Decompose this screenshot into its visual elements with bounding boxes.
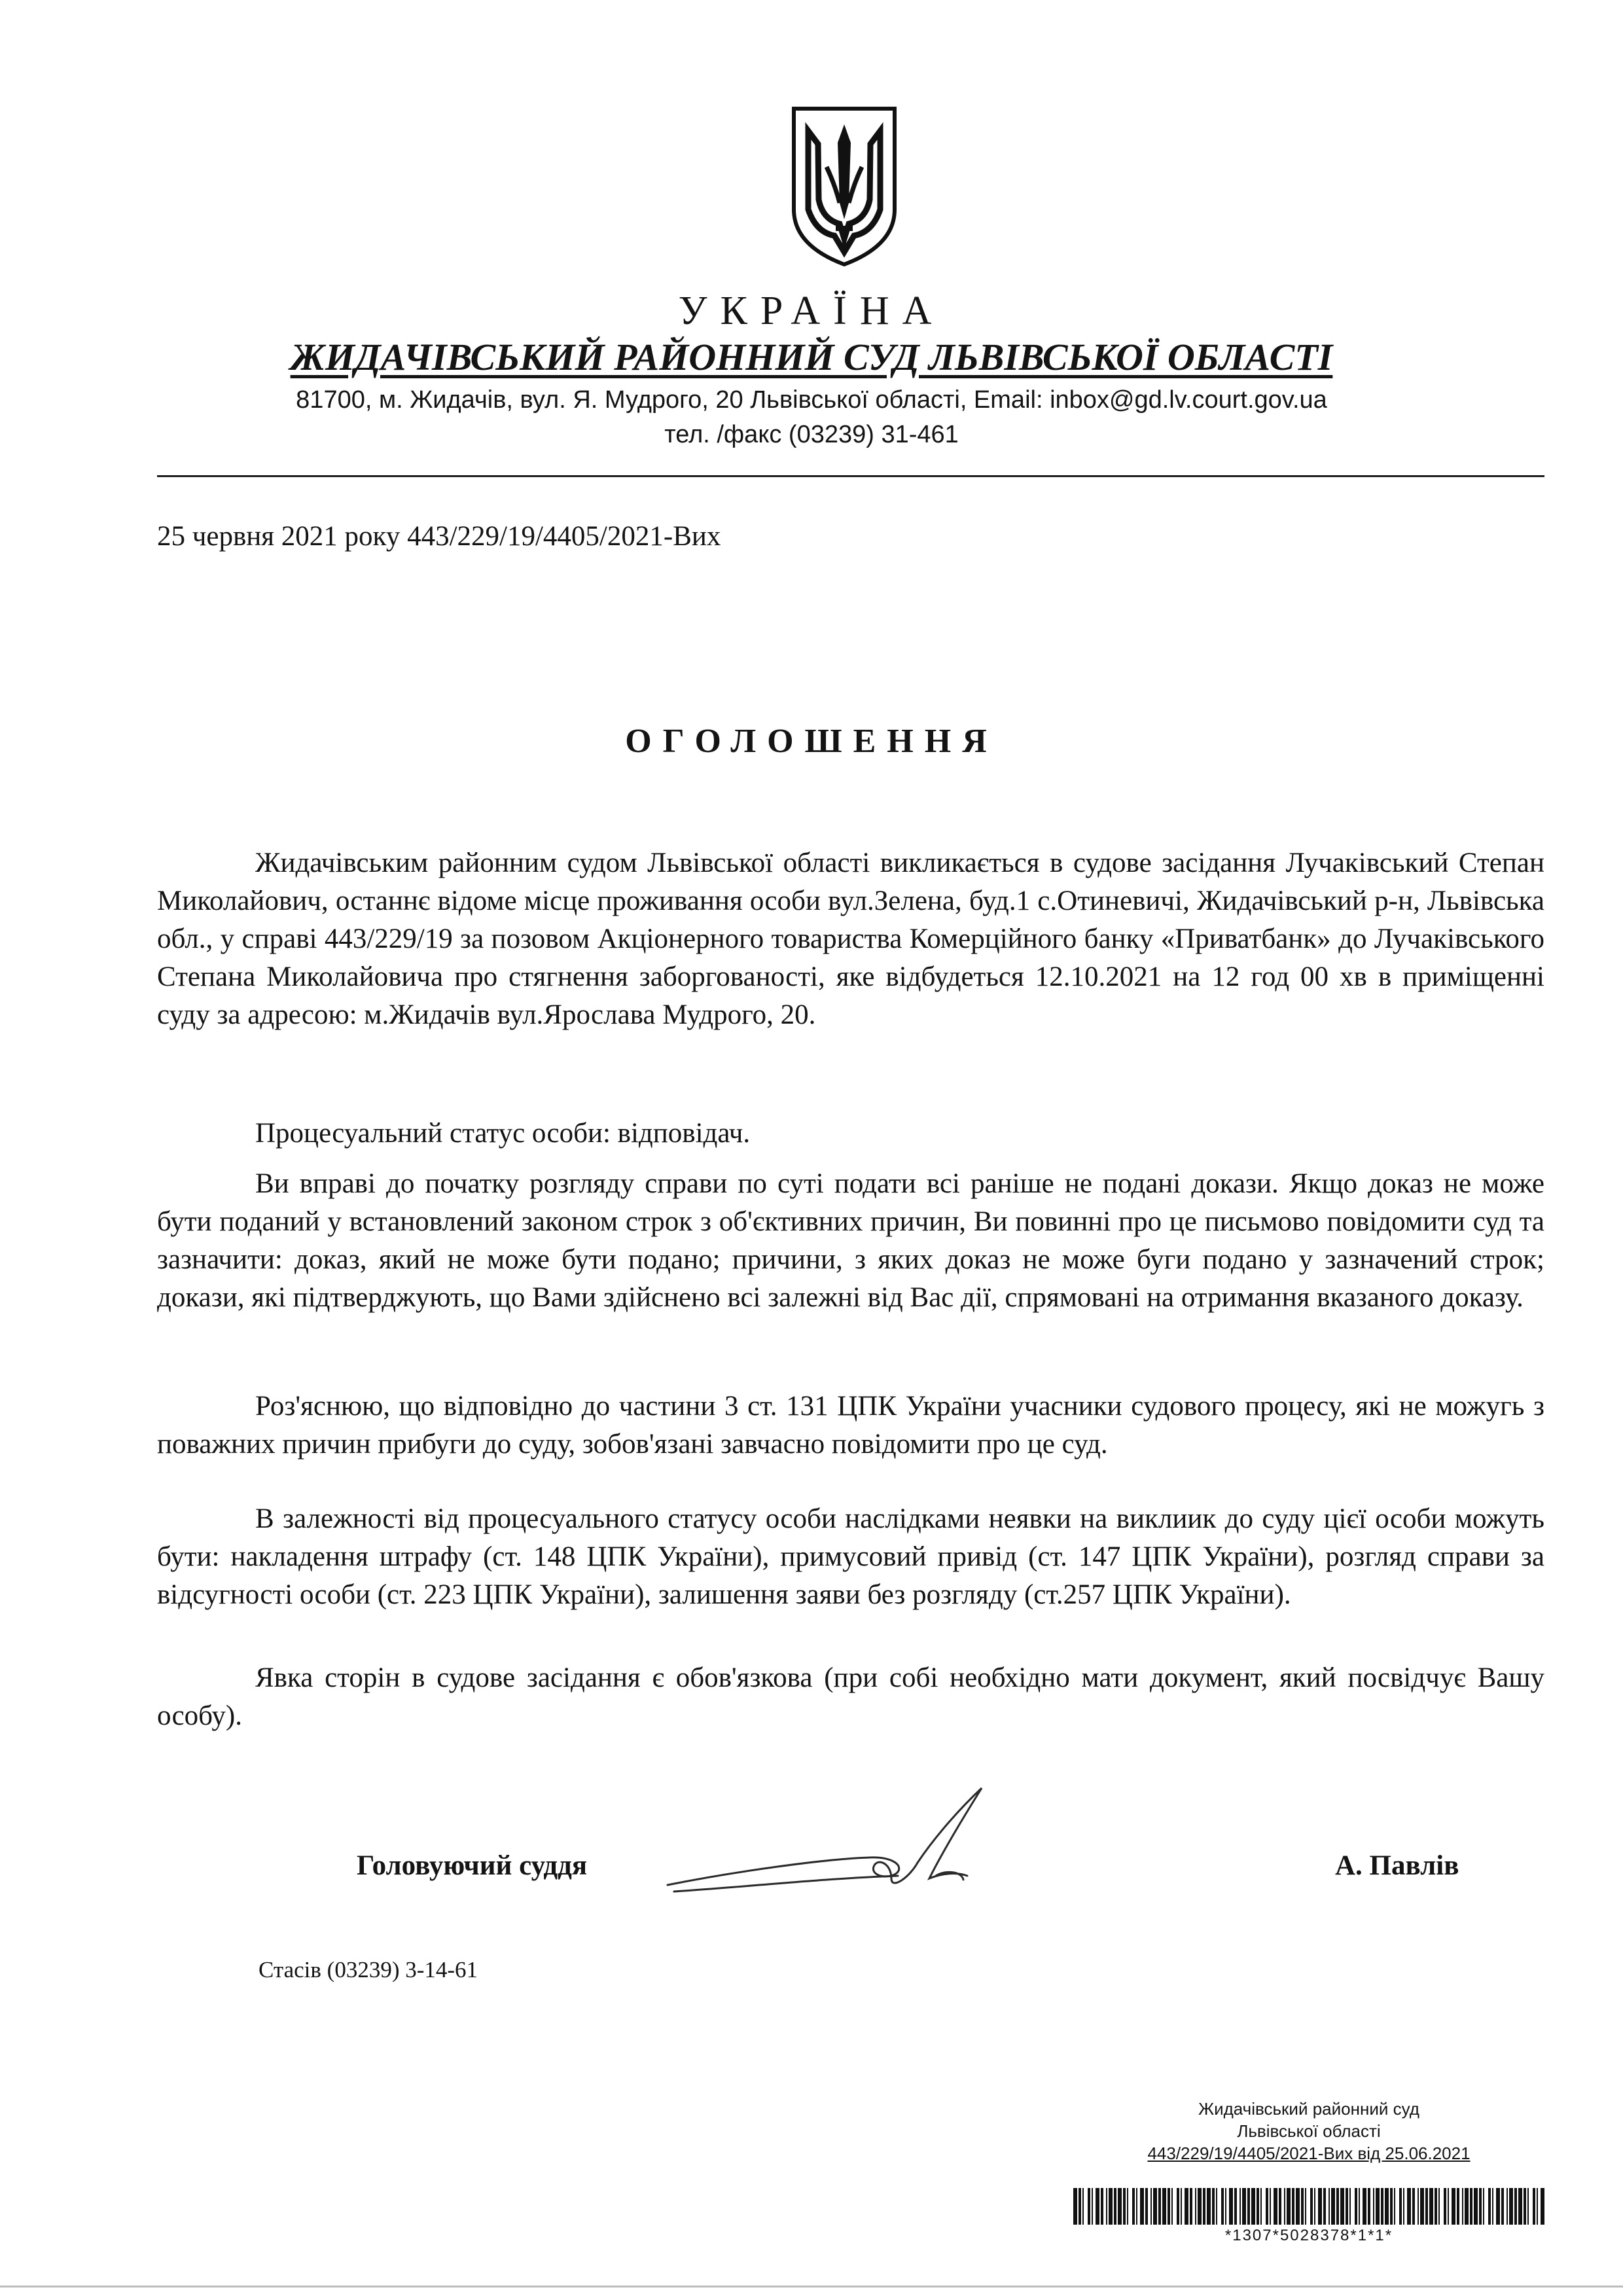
executor-contact: Стасів (03239) 3-14-61 xyxy=(259,1957,478,1982)
barcode-icon xyxy=(1073,2188,1544,2225)
barcode-number: *1307*5028378*1*1* xyxy=(1224,2227,1393,2244)
evidence-paragraph: Ви вправі до початку розгляду справи по суті подати всі раніше не подані докази. Якщо доказ не може бути поданий у встановлений законом строк з об'єктивних причин, Ви повинні про це письмово повідомити суд та зазначити: доказ, який не може бути подано; причини, з яких доказ не може буги подано у зазначений строк; докази, які підтверджують, що Вами здійснено всі залежні від Вас дії, спрямовані на отримання вказаного доказу. xyxy=(157,1168,1544,1313)
document-title: ОГОЛОШЕННЯ xyxy=(625,723,998,760)
scan-edge xyxy=(0,2286,1623,2287)
summons-paragraph: Жидачівським районним судом Львівської області викликається в судове засідання Лучаківський Степан Миколайович, останнє відоме місце проживання особи вул.Зелена, буд.1 с.Отиневичі, Жидачівський р-н, Львівська обл., у справі 443/229/19 за позовом Акціонерного товариства Комерційного банку «Приватбанк» до Лучаківського Степана Миколайовича про стягнення заборгованості, яке відбудеться 12.10.2021 на 12 год 00 хв в приміщенні суду за адресою: м.Жидачів вул.Ярослава Мудрого, 20. xyxy=(157,848,1544,1030)
judge-name: А. Павлів xyxy=(1335,1850,1459,1881)
stamp-reference-line: 443/229/19/4405/2021-Вих від 25.06.2021 xyxy=(1147,2144,1471,2163)
attendance-paragraph: Явка сторін в судове засідання є обов'язкова (при собі необхідно мати документ, який посвідчує Вашу особу). xyxy=(157,1662,1544,1731)
country-heading: УКРАЇНА xyxy=(678,289,945,333)
court-name: ЖИДАЧІВСЬКИЙ РАЙОННИЙ СУД ЛЬВІВСЬКОЇ ОБЛАСТІ xyxy=(290,336,1333,378)
stamp-court-line: Жидачівський районний суд xyxy=(1198,2099,1419,2119)
coat-of-arms-icon xyxy=(789,105,900,268)
procedural-status-paragraph: Процесуальний статус особи: відповідач. xyxy=(255,1118,751,1149)
court-phone: тел. /факс (03239) 31-461 xyxy=(664,421,959,448)
consequences-paragraph: В залежності від процесуального статусу особи наслідками неявки на виклиик до суду цієї особи можуть бути: накладення штрафу (ст. 148 ЦПК України), примусовий привід (ст. 147 ЦПК України), розгляд справи за відсугності особи (ст. 223 ЦПК України), залишення заяви без розгляду (ст.257 ЦПК України). xyxy=(157,1503,1544,1610)
judge-label: Головуючий суддя xyxy=(357,1850,588,1881)
outgoing-date-number: 25 червня 2021 року 443/229/19/4405/2021-Вих xyxy=(157,521,721,552)
court-address: 81700, м. Жидачів, вул. Я. Мудрого, 20 Львівської області, Email: inbox@gd.lv.court.gov.ua xyxy=(296,386,1327,414)
header-divider xyxy=(157,475,1544,477)
stamp-region-line: Львівської області xyxy=(1237,2121,1381,2141)
notice-obligation-paragraph: Роз'яснюю, що відповідно до частини 3 ст. 131 ЦПК України учасники судового процесу, які не можугь з поважних причин прибуги до суду, зобов'язані завчасно повідомити про це суд. xyxy=(157,1391,1544,1460)
signature-icon xyxy=(654,1780,1021,1931)
registration-stamp xyxy=(1060,2098,1558,2164)
